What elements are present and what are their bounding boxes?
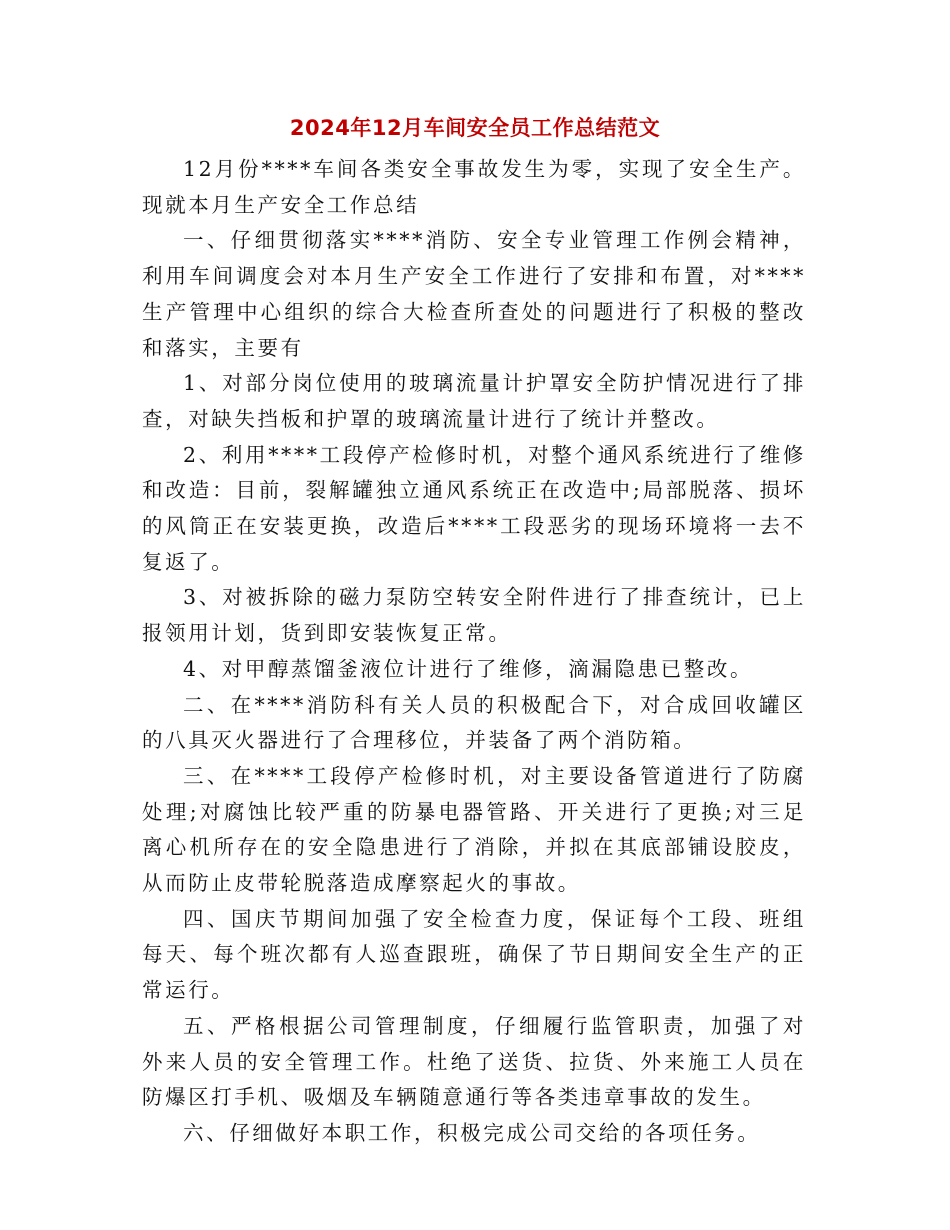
paragraph-item-3: 3、对被拆除的磁力泵防空转安全附件进行了排查统计，已上报领用计划，货到即安装恢复正常。: [142, 585, 806, 646]
paragraph-item-2: 2、利用****工段停产检修时机，对整个通风系统进行了维修和改造：目前，裂解罐独立通风系统正在改造中;局部脱落、损坏的风筒正在安装更换，改造后****工段恶劣的现场环境将一去不复返了。: [142, 442, 806, 574]
paragraph-section-5: 五、严格根据公司管理制度，仔细履行监管职责，加强了对外来人员的安全管理工作。杜绝了送货、拉货、外来施工人员在防爆区打手机、吸烟及车辆随意通行等各类违章事故的发生。: [142, 1013, 806, 1110]
paragraph-item-1: 1、对部分岗位使用的玻璃流量计护罩安全防护情况进行了排查，对缺失挡板和护罩的玻璃流量计进行了统计并整改。: [142, 371, 806, 431]
document-title: 2024年12月车间安全员工作总结范文: [289, 116, 661, 140]
document-body: [142, 152, 806, 1152]
paragraph-section-1: 一、仔细贯彻落实****消防、安全专业管理工作例会精神，利用车间调度会对本月生产安全工作进行了安排和布置，对****生产管理中心组织的综合大检查所查处的问题进行了积极的整改和落实，主要有: [142, 228, 806, 360]
paragraph-intro: 12月份****车间各类安全事故发生为零，实现了安全生产。现就本月生产安全工作总结: [142, 157, 806, 217]
paragraph-item-4: 4、对甲醇蒸馏釜液位计进行了维修，滴漏隐患已整改。: [183, 656, 754, 681]
paragraph-section-3: 三、在****工段停产检修时机，对主要设备管道进行了防腐处理;对腐蚀比较严重的防暴电器管路、开关进行了更换;对三足离心机所存在的安全隐患进行了消除，并拟在其底部铺设胶皮，从而防止皮带轮脱落造成摩察起火的事故。: [142, 763, 806, 896]
paragraph-section-6: 六、仔细做好本职工作，积极完成公司交给的各项任务。: [183, 1120, 761, 1145]
paragraph-section-4: 四、国庆节期间加强了安全检查力度，保证每个工段、班组每天、每个班次都有人巡查跟班，确保了节日期间安全生产的正常运行。: [142, 906, 806, 1003]
paragraph-section-2: 二、在****消防科有关人员的积极配合下，对合成回收罐区的八具灭火器进行了合理移位，并装备了两个消防箱。: [142, 692, 806, 753]
